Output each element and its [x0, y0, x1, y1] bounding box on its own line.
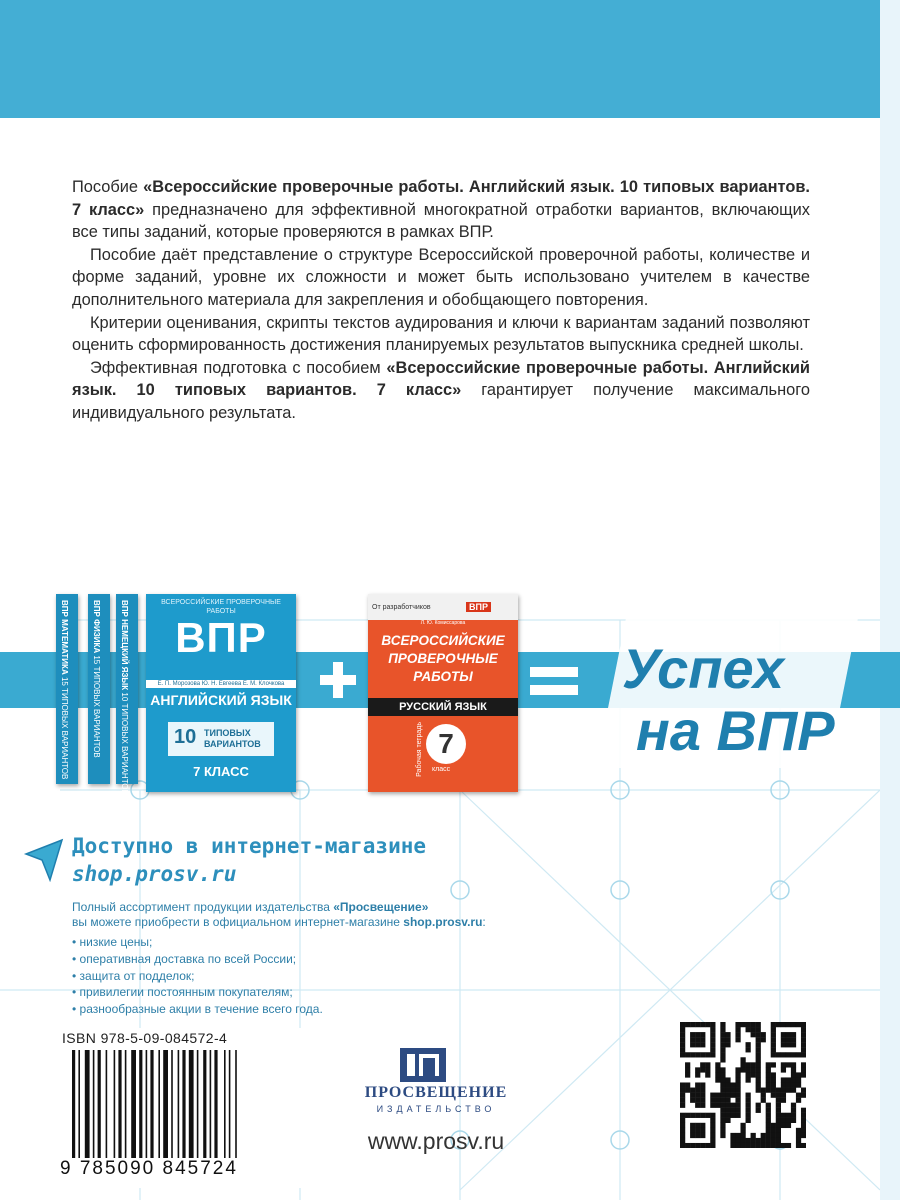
english-book-series: ВСЕРОССИЙСКИЕ ПРОВЕРОЧНЫЕ РАБОТЫ [161, 599, 281, 615]
publisher-name: ПРОСВЕЩЕНИЕ [364, 1084, 508, 1101]
description-paragraph-1: Пособие «Всероссийские проверочные работы. Английский язык. 10 типовых вариантов. 7 класс» предназначено для эффективной многократной отработки вариантов, включающих все типы заданий, которые проверяются в рамках ВПР. [72, 178, 811, 242]
list-item: • привилегии постоянным покупателям; [72, 984, 323, 1001]
barcode-icon [70, 1050, 300, 1158]
description-paragraph-2: Пособие даёт представление о структуре Всероссийской проверочной работы, количестве и форме заданий, уровне их сложности и может быть использовано учителем в качестве дополнительного материала для закрепления и обобщающего повторения. [72, 245, 810, 309]
plus-icon [318, 660, 358, 700]
top-color-band [0, 0, 900, 118]
book-cover-english [146, 594, 296, 792]
book-spine-german: ВПР НЕМЕЦКИЙ ЯЗЫК 10 ТИПОВЫХ ВАРИАНТОВ [116, 594, 138, 784]
shop-url[interactable]: shop.prosv.ru [72, 862, 237, 886]
shop-benefits-list [72, 934, 323, 1018]
description-paragraph-3: Критерии оценивания, скрипты текстов аудирования и ключи к вариантам заданий позволяют оценить сформированность достижения планируемых результатов выпускника средней школы. [72, 313, 810, 355]
russian-book-title: ВСЕРОССИЙСКИЕ ПРОВЕРОЧНЫЕ РАБОТЫ [381, 633, 505, 684]
list-item: • низкие цены; [72, 934, 323, 951]
book-description [72, 176, 810, 425]
slogan-line-2: на ВПР [636, 699, 835, 762]
russian-book-from: От разработчиков [372, 604, 431, 611]
publisher-website[interactable]: www.prosv.ru [367, 1128, 505, 1154]
russian-book-grade-number: 7 [426, 724, 466, 764]
english-book-authors: Е. П. Морозова Ю. Н. Евгеева Е. М. Клочкова [146, 680, 296, 688]
side-edge-band [880, 0, 900, 1200]
shop-info: Полный ассортимент продукции издательства «Просвещение» вы можете приобрести в официальном интернет-магазине shop.prosv.ru: [72, 900, 486, 929]
slogan-line-1: Успех [622, 637, 785, 700]
english-book-subject: АНГЛИЙСКИЙ ЯЗЫК [150, 692, 292, 708]
success-slogan [596, 618, 858, 768]
list-item: • защита от подделок; [72, 968, 323, 985]
equals-icon [530, 663, 578, 699]
description-paragraph-4: Эффективная подготовка с пособием «Всероссийские проверочные работы. Английский язык. 10 типовых вариантов. 7 класс» гарантирует получение максимального индивидуального результата. [72, 358, 811, 422]
russian-book-vpr: ВПР [466, 602, 491, 612]
list-item: • разнообразные акции в течение всего года. [72, 1001, 323, 1018]
russian-book-subject: РУССКИЙ ЯЗЫК [368, 698, 518, 716]
russian-book-grade-word: класс [432, 766, 451, 773]
book-spine-math: ВПР МАТЕМАТИКА 15 ТИПОВЫХ ВАРИАНТОВ [56, 594, 78, 784]
russian-book-workbook: Рабочая тетрадь [416, 722, 423, 777]
qr-code-icon[interactable] [680, 1022, 806, 1148]
cursor-arrow-icon [22, 836, 68, 882]
publisher-logo-icon [396, 1046, 450, 1084]
english-book-variants-box: 10 ТИПОВЫХ ВАРИАНТОВ [168, 722, 274, 756]
english-book-grade: 7 КЛАСС [193, 764, 249, 779]
russian-book-author: Л. Ю. Комиссарова [420, 620, 466, 626]
book-cover-russian [368, 594, 518, 792]
shop-heading: Доступно в интернет-магазине [72, 834, 427, 858]
english-book-vpr: ВПР [175, 614, 267, 661]
book-spine-physics: ВПР ФИЗИКА 15 ТИПОВЫХ ВАРИАНТОВ [88, 594, 110, 784]
list-item: • оперативная доставка по всей России; [72, 951, 323, 968]
isbn-label: ISBN 978-5-09-084572-4 [62, 1030, 228, 1046]
publisher-subtitle: ИЗДАТЕЛЬСТВО [376, 1104, 496, 1114]
barcode-digits: 9 785090 845724 [60, 1158, 238, 1179]
